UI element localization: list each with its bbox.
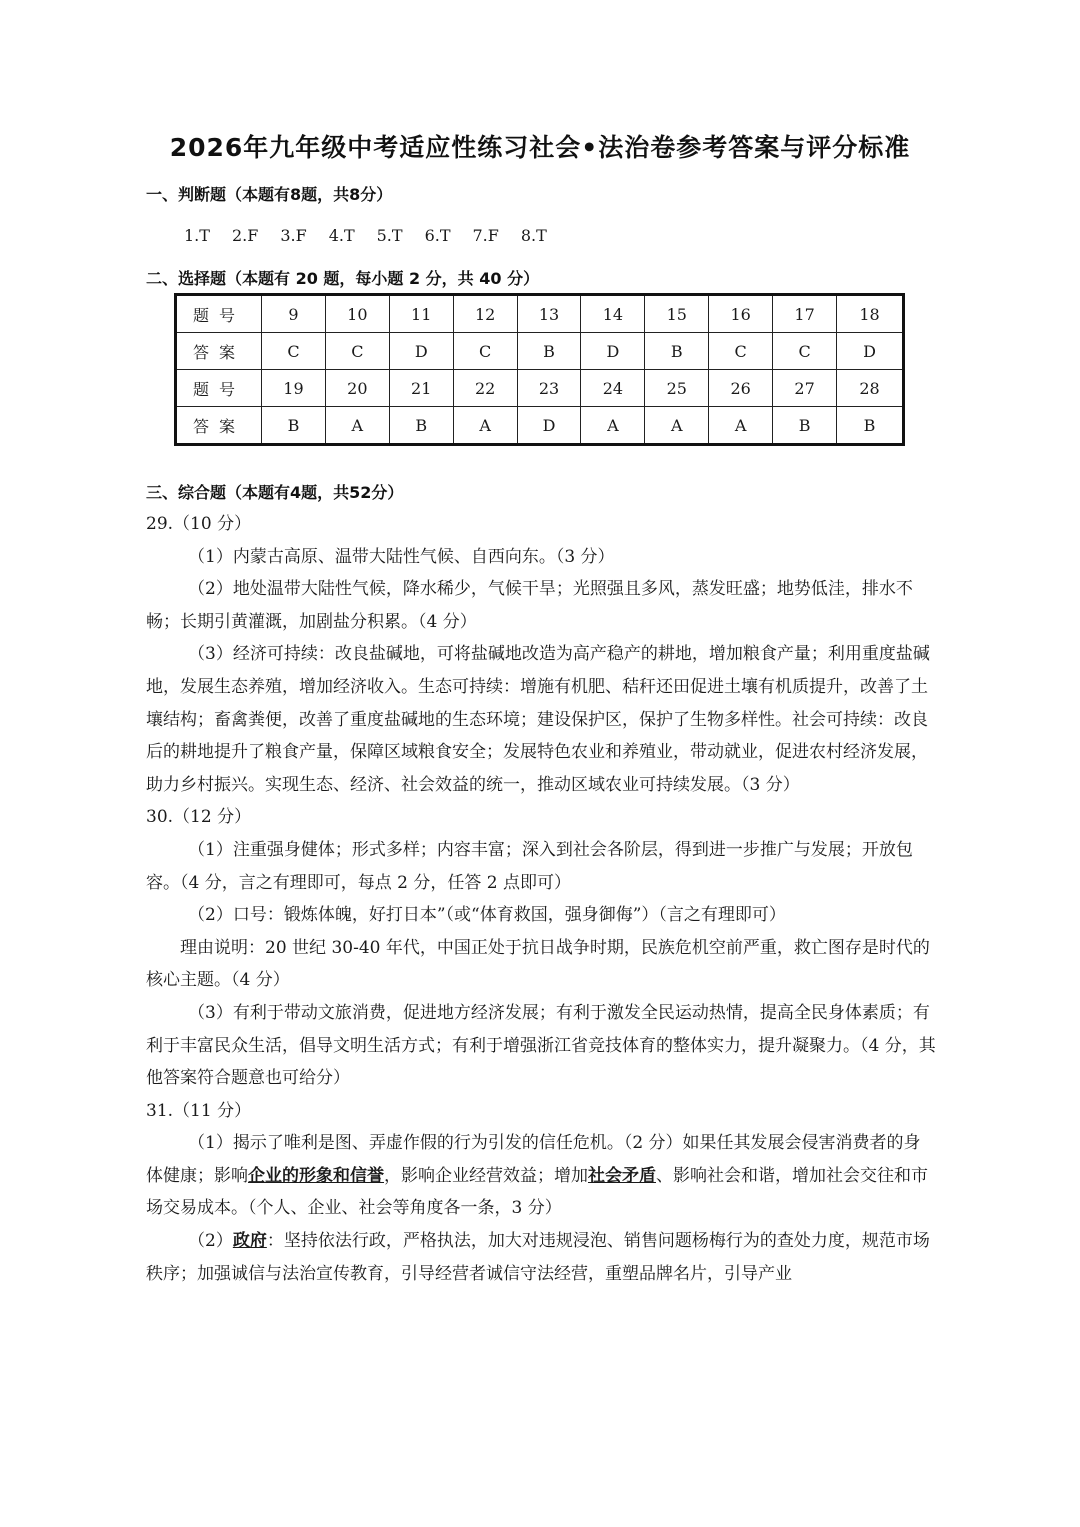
question-number-cell: 21 [389, 370, 453, 407]
choice-answer-table [174, 293, 905, 446]
judgment-answer: 3.F [280, 226, 307, 245]
q29-label: 29.（10 分） [146, 514, 252, 534]
q30-label: 30.（12 分） [146, 807, 252, 828]
answer-cell: C [709, 333, 773, 370]
judgment-answer: 5.T [376, 226, 403, 245]
answer-row-label: 答案 [176, 333, 262, 370]
q31-text: ：坚持依法行政，严格执法，加大对违规浸泡、销售问题杨梅行为的查处力度，规范市场秩序；加强诚信与法治宣传教育，引导经营者诚信守法经营，重塑品牌名片，引导产业 [146, 1231, 930, 1284]
q31-answer-2 [146, 1225, 936, 1290]
answer-cell: C [325, 333, 389, 370]
comprehensive-answers [146, 508, 936, 1290]
question-number-cell: 9 [262, 295, 326, 333]
answer-row-label: 答案 [176, 407, 262, 445]
answer-cell: C [453, 333, 517, 370]
judgment-answer: 8.T [520, 226, 547, 245]
question-number-row-label: 题号 [176, 295, 262, 333]
question-number-cell: 15 [645, 295, 709, 333]
answer-cell: B [389, 407, 453, 445]
judgment-answer: 7.F [472, 226, 499, 245]
answer-cell: D [517, 407, 581, 445]
section3-heading: 三、综合题（本题有4题，共52分） [146, 483, 404, 502]
answer-cell: B [645, 333, 709, 370]
q30-reason: 理由说明：20 世纪 30-40 年代，中国正处于抗日战争时期，民族危机空前严重，救亡图存是时代的核心主题。（4 分） [146, 937, 930, 991]
answer-cell: B [517, 333, 581, 370]
q31-text: ，影响企业经营效益；增加 [384, 1165, 588, 1186]
answer-row [176, 333, 904, 370]
question-number-cell: 11 [389, 295, 453, 333]
question-number-cell: 23 [517, 370, 581, 407]
answer-cell: A [325, 407, 389, 445]
question-number-cell: 18 [837, 295, 904, 333]
judgment-answer: 4.T [328, 226, 355, 245]
question-number-row [176, 295, 904, 333]
section2-heading: 二、选择题（本题有 20 题，每小题 2 分，共 40 分） [146, 269, 540, 288]
answer-cell: D [581, 333, 645, 370]
question-number-cell: 20 [325, 370, 389, 407]
question-number-row [176, 370, 904, 407]
answer-cell: C [262, 333, 326, 370]
answer-cell: C [773, 333, 837, 370]
q31-text: 、影响社会和谐，增加社会交往和市场交易成本。（个人、企业、社会等角度各一条，3 分） [146, 1165, 928, 1219]
q29-answer-3: （3）经济可持续：改良盐碱地，可将盐碱地改造为高产稳产的耕地，增加粮食产量；利用重度盐碱地，发展生态养殖，增加经济收入。生态可持续：增施有机肥、秸秆还田促进土壤有机质提升，改善了土壤结构；畜禽粪便，改善了重度盐碱地的生态环境；建设保护区，保护了生物多样性。社会可持续：改良后的耕地提升了粮食产量，保障区域粮食安全；发展特色农业和养殖业，带动就业，促进农村经济发展，助力乡村振兴。实现生态、经济、社会效益的统一，推动区域农业可持续发展。（3 分） [146, 644, 930, 795]
question-number-cell: 25 [645, 370, 709, 407]
q29-answer-1: （1）内蒙古高原、温带大陆性气候、自西向东。（3 分） [188, 546, 615, 567]
answer-cell: B [837, 407, 904, 445]
q30-answer-1: （1）注重强身健体；形式多样；内容丰富；深入到社会各阶层，得到进一步推广与发展；开放包容。（4 分，言之有理即可，每点 2 分，任答 2 点即可） [146, 839, 913, 893]
q31-text: （1）揭示了唯利是图、弄虚作假的行为引发的信任危机。（2 分）如果任其发展会侵害消费者的身体健康；影响 [146, 1133, 921, 1186]
q29-answer-2: （2）地处温带大陆性气候，降水稀少，气候干旱；光照强且多风，蒸发旺盛；地势低洼，排水不畅；长期引黄灌溉，加剧盐分积累。（4 分） [146, 579, 913, 632]
q31-keyword: 社会矛盾 [588, 1165, 656, 1186]
q31-label: 31.（11 分） [146, 1100, 252, 1121]
page-title: 2026年九年级中考适应性练习社会•法治卷参考答案与评分标准 [169, 133, 911, 162]
q31-answer-1 [146, 1127, 936, 1225]
question-number-cell: 17 [773, 295, 837, 333]
answer-cell: B [262, 407, 326, 445]
section1-heading: 一、判断题（本题有8题，共8分） [146, 185, 393, 204]
q30-answer-2: （2）口号：锻炼体魄，好打日本”（或“体育救国，强身御侮”）（言之有理即可） [188, 905, 786, 926]
answer-cell: D [389, 333, 453, 370]
judgment-answer: 2.F [231, 226, 259, 245]
question-number-cell: 26 [709, 370, 773, 407]
question-number-cell: 22 [453, 370, 517, 407]
judgment-answer: 6.T [424, 226, 451, 245]
question-number-cell: 27 [773, 370, 837, 407]
question-number-cell: 13 [517, 295, 581, 333]
question-number-row-label: 题号 [176, 370, 262, 407]
question-number-cell: 19 [262, 370, 326, 407]
answer-cell: A [453, 407, 517, 445]
answer-row [176, 407, 904, 445]
answer-cell: A [581, 407, 645, 445]
question-number-cell: 16 [709, 295, 773, 333]
question-number-cell: 12 [453, 295, 517, 333]
question-number-cell: 14 [581, 295, 645, 333]
question-number-cell: 28 [837, 370, 904, 407]
judgment-answer: 1.T [184, 226, 210, 245]
judgment-answers [184, 226, 569, 245]
question-number-cell: 10 [325, 295, 389, 333]
answer-cell: B [773, 407, 837, 445]
q31-text: （2） [188, 1231, 233, 1252]
answer-cell: A [709, 407, 773, 445]
q30-answer-3: （3）有利于带动文旅消费，促进地方经济发展；有利于激发全民运动热情，提高全民身体素质；有利于丰富民众生活，倡导文明生活方式；有利于增强浙江省竞技体育的整体实力，提升凝聚力。（4 分，其他答案符合题意也可给分） [146, 1002, 936, 1089]
q31-keyword: 政府 [232, 1231, 267, 1252]
question-number-cell: 24 [581, 370, 645, 407]
q31-keyword: 企业的形象和信誉 [248, 1165, 384, 1186]
answer-cell: D [837, 333, 904, 370]
answer-cell: A [645, 407, 709, 445]
